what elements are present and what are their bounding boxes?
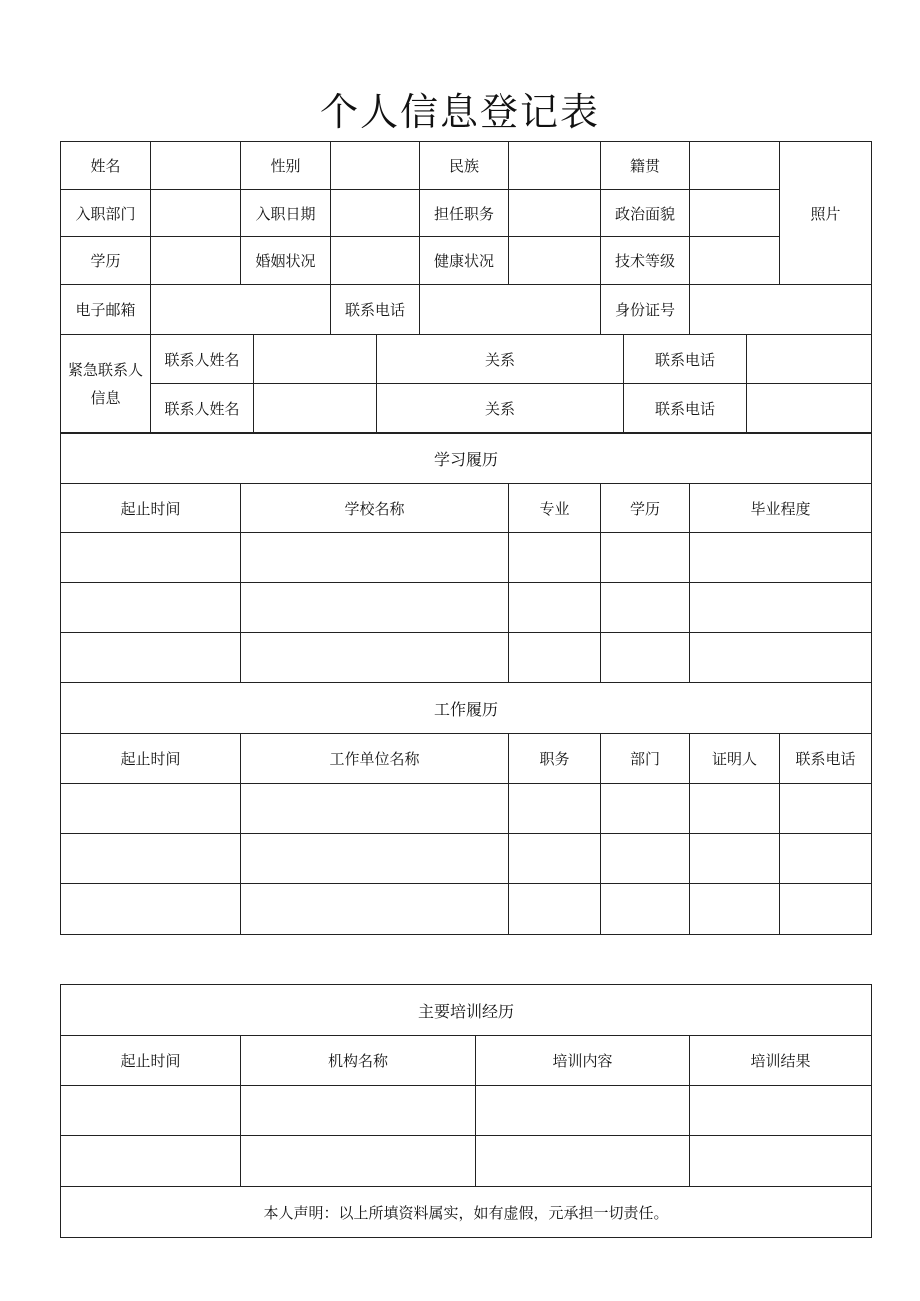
table-cell[interactable] [509, 884, 601, 935]
label-contact-phone: 联系电话 [624, 335, 747, 384]
ethnicity-field[interactable] [509, 142, 601, 190]
health-field[interactable] [509, 237, 601, 285]
table-cell[interactable] [509, 784, 601, 834]
table-cell[interactable] [241, 834, 509, 884]
label-marital: 婚姻状况 [241, 237, 331, 285]
gender-field[interactable] [331, 142, 420, 190]
table-cell[interactable] [690, 583, 872, 633]
label-contact-phone: 联系电话 [624, 384, 747, 433]
training-header-institution: 机构名称 [241, 1036, 476, 1086]
department-field[interactable] [151, 190, 241, 237]
label-ethnicity: 民族 [420, 142, 509, 190]
label-position: 担任职务 [420, 190, 509, 237]
label-relation: 关系 [377, 384, 624, 433]
table-cell[interactable] [241, 583, 509, 633]
table-row [61, 633, 872, 683]
study-header-graduation: 毕业程度 [690, 484, 872, 533]
name-field[interactable] [151, 142, 241, 190]
table-row [61, 1136, 872, 1187]
political-field[interactable] [690, 190, 780, 237]
table-cell[interactable] [476, 1086, 690, 1136]
table-cell[interactable] [509, 533, 601, 583]
label-tech-level: 技术等级 [601, 237, 690, 285]
study-header-period: 起止时间 [61, 484, 241, 533]
label-phone: 联系电话 [331, 285, 420, 335]
label-relation: 关系 [377, 335, 624, 384]
table-cell[interactable] [690, 1136, 872, 1187]
contact-phone-field[interactable] [747, 335, 872, 384]
table-cell[interactable] [61, 1136, 241, 1187]
table-row [61, 533, 872, 583]
table-row [61, 583, 872, 633]
history-table [60, 433, 872, 935]
label-political: 政治面貌 [601, 190, 690, 237]
study-header-school: 学校名称 [241, 484, 509, 533]
label-id-number: 身份证号 [601, 285, 690, 335]
table-cell[interactable] [61, 1086, 241, 1136]
label-name: 姓名 [61, 142, 151, 190]
label-health: 健康状况 [420, 237, 509, 285]
work-header-department: 部门 [601, 734, 690, 784]
section-study-title: 学习履历 [61, 434, 872, 484]
table-cell[interactable] [690, 1086, 872, 1136]
table-cell[interactable] [780, 834, 872, 884]
marital-field[interactable] [331, 237, 420, 285]
table-cell[interactable] [61, 633, 241, 683]
section-work-title: 工作履历 [61, 683, 872, 734]
table-cell[interactable] [690, 834, 780, 884]
table-cell[interactable] [509, 583, 601, 633]
table-cell[interactable] [241, 1136, 476, 1187]
section-training-title: 主要培训经历 [61, 985, 872, 1036]
contact-name-field[interactable] [254, 335, 377, 384]
table-row [61, 1086, 872, 1136]
table-cell[interactable] [61, 784, 241, 834]
study-header-major: 专业 [509, 484, 601, 533]
label-education: 学历 [61, 237, 151, 285]
label-gender: 性别 [241, 142, 331, 190]
table-cell[interactable] [601, 633, 690, 683]
label-entry-date: 入职日期 [241, 190, 331, 237]
basic-info-table [60, 141, 872, 335]
label-native-place: 籍贯 [601, 142, 690, 190]
table-cell[interactable] [241, 1086, 476, 1136]
table-row [61, 834, 872, 884]
training-table [60, 984, 872, 1238]
training-header-period: 起止时间 [61, 1036, 241, 1086]
table-cell[interactable] [690, 884, 780, 935]
work-header-position: 职务 [509, 734, 601, 784]
label-department: 入职部门 [61, 190, 151, 237]
table-row [61, 784, 872, 834]
table-cell[interactable] [61, 583, 241, 633]
label-email: 电子邮箱 [61, 285, 151, 335]
contact-name-field[interactable] [254, 384, 377, 433]
work-header-phone: 联系电话 [780, 734, 872, 784]
table-cell[interactable] [601, 834, 690, 884]
table-cell[interactable] [690, 533, 872, 583]
position-field[interactable] [509, 190, 601, 237]
table-cell[interactable] [601, 884, 690, 935]
education-field[interactable] [151, 237, 241, 285]
email-field[interactable] [151, 285, 331, 335]
id-number-field[interactable] [690, 285, 872, 335]
table-cell[interactable] [241, 533, 509, 583]
table-cell[interactable] [780, 884, 872, 935]
table-cell[interactable] [601, 583, 690, 633]
photo-box[interactable]: 照片 [780, 142, 872, 285]
table-cell[interactable] [601, 533, 690, 583]
table-cell[interactable] [509, 633, 601, 683]
contact-phone-field[interactable] [747, 384, 872, 433]
table-cell[interactable] [241, 884, 509, 935]
table-cell[interactable] [241, 633, 509, 683]
table-cell[interactable] [780, 784, 872, 834]
label-contact-name: 联系人姓名 [151, 335, 254, 384]
training-header-result: 培训结果 [690, 1036, 872, 1086]
label-emergency: 紧急联系人信息 [61, 335, 151, 433]
work-header-period: 起止时间 [61, 734, 241, 784]
entry-date-field[interactable] [331, 190, 420, 237]
table-cell[interactable] [601, 784, 690, 834]
label-contact-name: 联系人姓名 [151, 384, 254, 433]
page-title: 个人信息登记表 [319, 90, 600, 134]
table-cell[interactable] [690, 633, 872, 683]
table-cell[interactable] [241, 784, 509, 834]
emergency-contact-table [60, 334, 872, 433]
tech-level-field[interactable] [690, 237, 780, 285]
work-header-reference: 证明人 [690, 734, 780, 784]
table-cell[interactable] [61, 533, 241, 583]
study-header-degree: 学历 [601, 484, 690, 533]
work-header-company: 工作单位名称 [241, 734, 509, 784]
phone-field[interactable] [420, 285, 601, 335]
table-row [61, 884, 872, 935]
training-header-content: 培训内容 [476, 1036, 690, 1086]
table-cell[interactable] [509, 834, 601, 884]
table-cell[interactable] [61, 834, 241, 884]
table-cell[interactable] [690, 784, 780, 834]
declaration: 本人声明：以上所填资料属实，如有虚假，元承担一切责任。 [61, 1187, 872, 1238]
table-cell[interactable] [476, 1136, 690, 1187]
table-cell[interactable] [61, 884, 241, 935]
native-place-field[interactable] [690, 142, 780, 190]
